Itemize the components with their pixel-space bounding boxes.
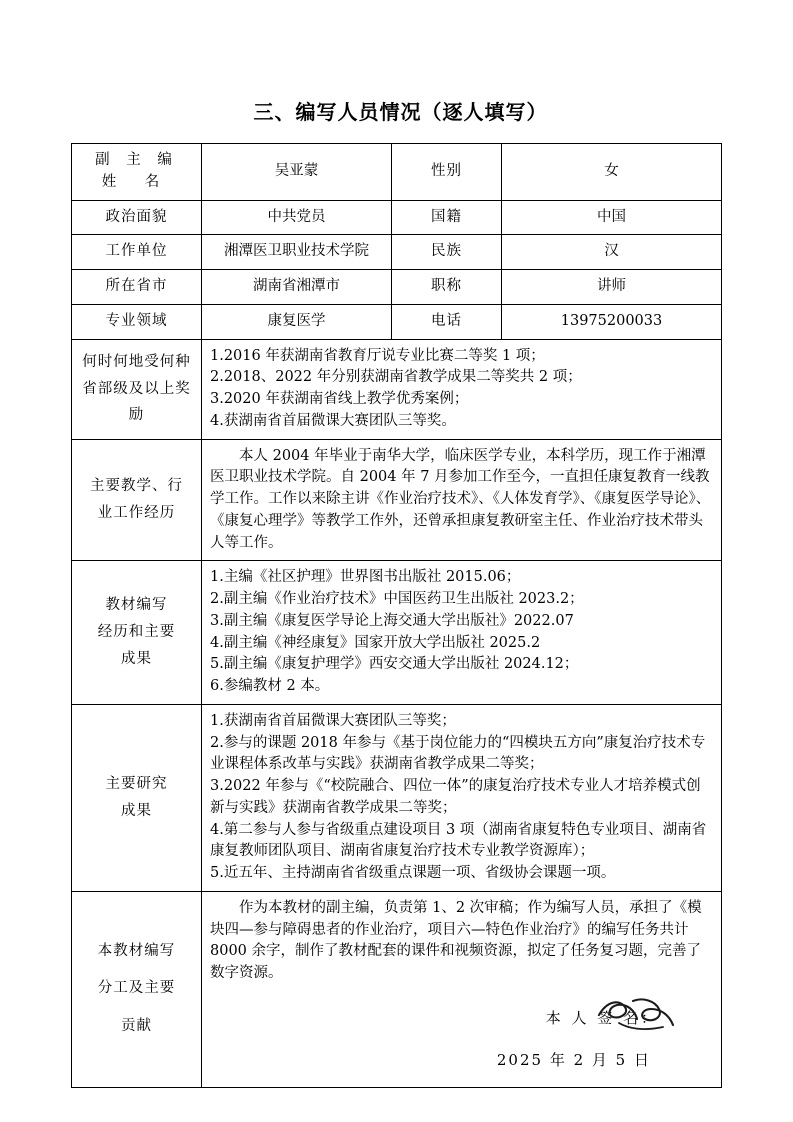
field-label: 专业领域 [72, 304, 202, 339]
table-row [72, 561, 722, 705]
page-title: 三、编写人员情况（逐人填写） [253, 100, 548, 124]
awards-item: 1.2016 年获湖南省教育厅说专业比赛二等奖 1 项； [210, 347, 545, 364]
textbook-item: 1.主编《社区护理》世界图书出版社 2015.06； [210, 569, 521, 586]
political-value: 中共党员 [202, 200, 392, 235]
awards-item: 3.2020 年获湖南省线上教学优秀案例； [210, 391, 469, 407]
contribution-label [72, 891, 202, 1087]
political-label: 政治面貌 [72, 200, 202, 235]
research-item: 1.获湖南省首届微课大赛团队三等奖； [210, 712, 456, 729]
name-label-line1: 副 主 编 [95, 152, 178, 168]
experience-text: 本人 2004 年毕业于南华大学，临床医学专业，本科学历，现工作于湘潭医卫职业技术学院。自 2004 年 7 月参加工作至今，一直担任康复教育一线教学工作。工作以来除主讲《作业治疗技术》、《人体发育学》、《康复医学导论》、《康复心理学》等教学工作外，还曾承担康复教研室主任、作业治疗技术带头人等工作。 [210, 447, 711, 551]
textbook-label-line2: 经历和主要 [97, 624, 176, 641]
signature-label: 本 人 签 名： [545, 1008, 659, 1027]
table-row [72, 891, 722, 1087]
field-value: 康复医学 [202, 304, 392, 339]
textbook-item: 2.副主编《作业治疗技术》中国医药卫生出版社 2023.2； [210, 591, 584, 607]
table-row [72, 339, 722, 439]
experience-label-line1: 主要教学、行 [90, 478, 183, 495]
contribution-label-line1: 本教材编写 [97, 942, 176, 959]
experience-label [72, 439, 202, 561]
province-value: 湖南省湘潭市 [202, 270, 392, 305]
textbook-label-line1: 教材编写 [105, 597, 168, 614]
table-row [72, 304, 722, 339]
name-label-cell [72, 144, 202, 201]
table-row [72, 704, 722, 891]
ethnicity-value: 汉 [502, 235, 722, 270]
ethnicity-label: 民族 [392, 235, 502, 270]
table-row [72, 270, 722, 305]
research-item: 3.2022 年参与《“校院融合、四位一体”的康复治疗技术专业人才培养模式创新与实践》获湖南省教学成果二等奖； [210, 778, 701, 816]
awards-item: 4.获湖南省首届微课大赛团队三等奖。 [210, 412, 456, 429]
gender-label: 性别 [392, 144, 502, 201]
textbook-value [202, 561, 722, 705]
contribution-label-line2: 分工及主要 [97, 980, 176, 997]
table-row [72, 439, 722, 561]
textbook-item: 4.副主编《神经康复》国家开放大学出版社 2025.2 [210, 634, 541, 651]
name-value: 吴亚蒙 [202, 144, 392, 201]
research-item: 5.近五年、主持湖南省省级重点课题一项、省级协会课题一项。 [210, 865, 616, 881]
signature-area [210, 1007, 713, 1081]
table-row [72, 144, 722, 201]
title-label: 职称 [392, 270, 502, 305]
experience-label-line2: 业工作经历 [97, 504, 176, 521]
research-value [202, 704, 722, 891]
workplace-label: 工作单位 [72, 235, 202, 270]
gender-value: 女 [502, 144, 722, 201]
awards-value [202, 339, 722, 439]
signature-date: 2025 年 2 月 5 日 [496, 1051, 651, 1070]
textbook-label [72, 561, 202, 705]
province-label: 所在省市 [72, 270, 202, 305]
name-label-line2: 姓 名 [101, 173, 172, 190]
research-label-line2: 成果 [121, 802, 152, 819]
table-row [72, 200, 722, 235]
research-item: 2.参与的课题 2018 年参与《基于岗位能力的“四模块五方向”康复治疗技术专业课程体系改革与实践》获湖南省教学成果二等奖； [210, 734, 706, 773]
textbook-item: 3.副主编《康复医学导论上海交通大学出版社》2022.07 [210, 612, 574, 629]
nationality-value: 中国 [502, 200, 722, 235]
nationality-label: 国籍 [392, 200, 502, 235]
research-label-line1: 主要研究 [105, 775, 168, 792]
textbook-item: 6.参编教材 2 本。 [210, 678, 330, 694]
experience-value [202, 439, 722, 561]
research-label [72, 704, 202, 891]
workplace-value: 湘潭医卫职业技术学院 [202, 235, 392, 270]
awards-label-line1: 何时何地受何种 [82, 353, 191, 370]
table-row [72, 235, 722, 270]
textbook-label-line3: 成果 [121, 650, 152, 667]
title-value: 讲师 [502, 270, 722, 305]
research-item: 4.第二参与人参与省级重点建设项目 3 项（湖南省康复特色专业项目、湖南省康复教师团队项目、湖南省康复治疗技术专业教学资源库）； [210, 821, 707, 860]
awards-label-line2: 省部级及以上奖励 [82, 380, 191, 424]
phone-label: 电话 [392, 304, 502, 339]
awards-label [72, 339, 202, 439]
contribution-text: 作为本教材的副主编，负责第 1、2 次审稿；作为编写人员，承担了《模块四—参与障碍患者的作业治疗，项目六—特色作业治疗》的编写任务共计 8000 余字，制作了教材配套的课件和视频资源，拟定了任务复习题，完善了数字资源。 [210, 899, 702, 981]
phone-value: 13975200033 [502, 304, 722, 339]
author-info-table [71, 143, 722, 1088]
contribution-value [202, 891, 722, 1087]
textbook-item: 5.副主编《康复护理学》西安交通大学出版社 2024.12； [210, 656, 579, 673]
awards-item: 2.2018、2022 年分别获湖南省教学成果二等奖共 2 项； [210, 369, 582, 386]
contribution-label-line3: 贡献 [121, 1018, 152, 1035]
